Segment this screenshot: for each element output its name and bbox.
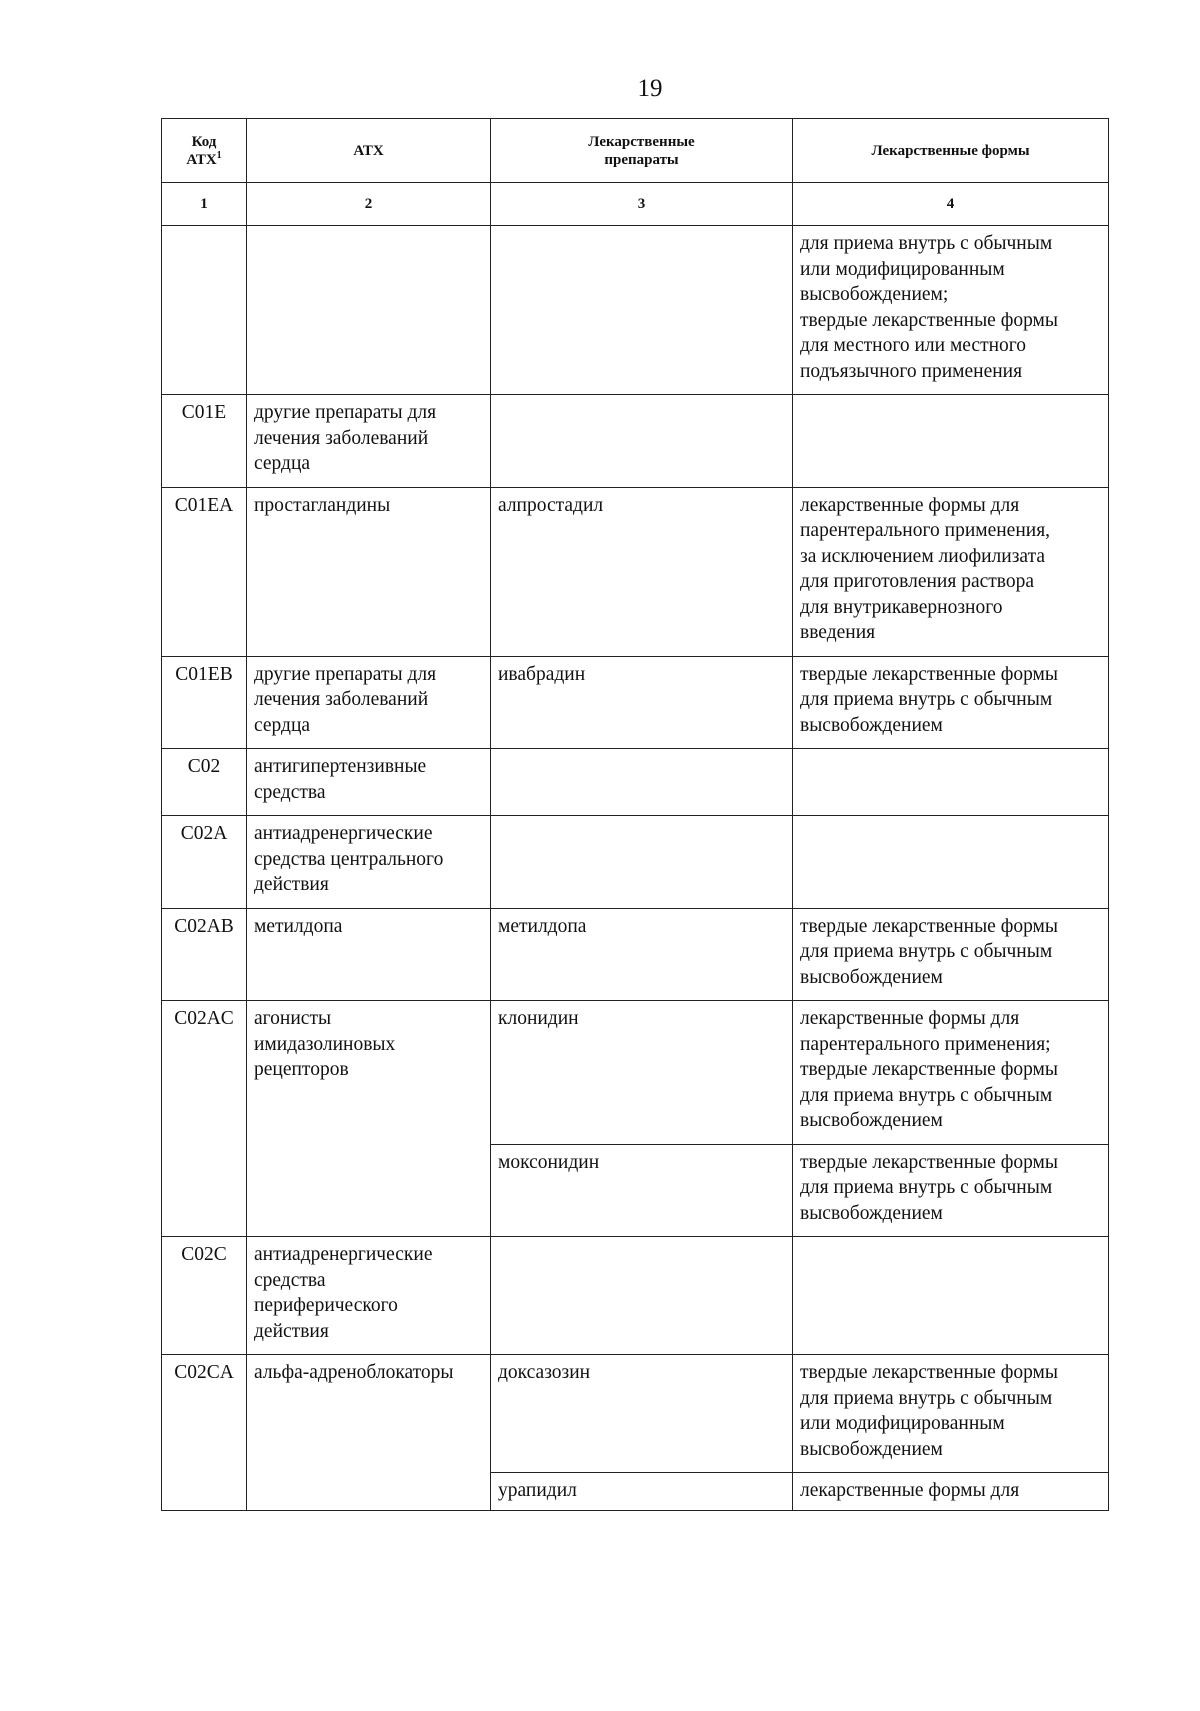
drug-cell: доксазозин (491, 1355, 793, 1473)
atx-cell: альфа-адреноблокаторы (247, 1355, 491, 1511)
atx-cell: метилдопа (247, 908, 491, 1001)
atx-cell: антиадренергические средства периферического действия (247, 1237, 491, 1355)
code-cell: C02A (162, 816, 247, 909)
code-cell: C01EA (162, 487, 247, 656)
table-row (162, 487, 1109, 656)
atx-cell: антиадренергические средства центрального действия (247, 816, 491, 909)
table-row (162, 1001, 1109, 1145)
dosage-form-cell: лекарственные формы для парентерального применения; твердые лекарственные формы для приема внутрь с обычным высвобождением (793, 1001, 1109, 1145)
column-number-row (162, 183, 1109, 226)
header-drugs: Лекарственные препараты (491, 119, 793, 183)
header-code-atx: Код АТХ$^1$ (162, 119, 247, 183)
table-row (162, 816, 1109, 909)
atx-drug-table (161, 118, 1109, 1511)
column-number: 4 (793, 183, 1109, 226)
drug-cell (491, 1237, 793, 1355)
dosage-form-cell (793, 749, 1109, 816)
code-cell: C02CA (162, 1355, 247, 1511)
code-cell: C01E (162, 395, 247, 488)
dosage-form-cell: лекарственные формы для (793, 1473, 1109, 1511)
header-dosage-forms: Лекарственные формы (793, 119, 1109, 183)
atx-cell (247, 226, 491, 395)
dosage-form-cell: лекарственные формы для парентерального применения, за исключением лиофилизата для приготовления раствора для внутрикавернозного введения (793, 487, 1109, 656)
drug-cell (491, 816, 793, 909)
header-atx: АТХ (247, 119, 491, 183)
column-number: 2 (247, 183, 491, 226)
drug-cell: моксонидин (491, 1144, 793, 1237)
dosage-form-cell (793, 1237, 1109, 1355)
table-row (162, 1355, 1109, 1473)
drug-cell: клонидин (491, 1001, 793, 1145)
drug-cell: алпростадил (491, 487, 793, 656)
column-number: 1 (162, 183, 247, 226)
code-cell: C02AC (162, 1001, 247, 1237)
atx-cell: другие препараты для лечения заболеваний сердца (247, 656, 491, 749)
atx-cell: простагландины (247, 487, 491, 656)
code-cell: C02 (162, 749, 247, 816)
drug-cell: урапидил (491, 1473, 793, 1511)
code-cell (162, 226, 247, 395)
drug-cell (491, 395, 793, 488)
drug-cell: ивабрадин (491, 656, 793, 749)
code-cell: C02C (162, 1237, 247, 1355)
table-row (162, 1237, 1109, 1355)
atx-cell: другие препараты для лечения заболеваний сердца (247, 395, 491, 488)
dosage-form-cell (793, 816, 1109, 909)
dosage-form-cell: твердые лекарственные формы для приема внутрь с обычным или модифицированным высвобождением (793, 1355, 1109, 1473)
dosage-form-cell: твердые лекарственные формы для приема внутрь с обычным высвобождением (793, 1144, 1109, 1237)
drug-cell: метилдопа (491, 908, 793, 1001)
table-header-row (162, 119, 1109, 183)
table-row (162, 395, 1109, 488)
table-row (162, 656, 1109, 749)
dosage-form-cell (793, 395, 1109, 488)
code-cell: C01EB (162, 656, 247, 749)
atx-cell: агонисты имидазолиновых рецепторов (247, 1001, 491, 1237)
drug-cell (491, 749, 793, 816)
dosage-form-cell: твердые лекарственные формы для приема внутрь с обычным высвобождением (793, 656, 1109, 749)
drug-cell (491, 226, 793, 395)
dosage-form-cell: твердые лекарственные формы для приема внутрь с обычным высвобождением (793, 908, 1109, 1001)
column-number: 3 (491, 183, 793, 226)
table-row (162, 749, 1109, 816)
code-cell: C02AB (162, 908, 247, 1001)
table-row (162, 908, 1109, 1001)
dosage-form-cell: для приема внутрь с обычным или модифицированным высвобождением; твердые лекарственные формы для местного или местного подъязычного применения (793, 226, 1109, 395)
atx-cell: антигипертензивные средства (247, 749, 491, 816)
page-number: 19 (637, 75, 663, 102)
table-row (162, 226, 1109, 395)
